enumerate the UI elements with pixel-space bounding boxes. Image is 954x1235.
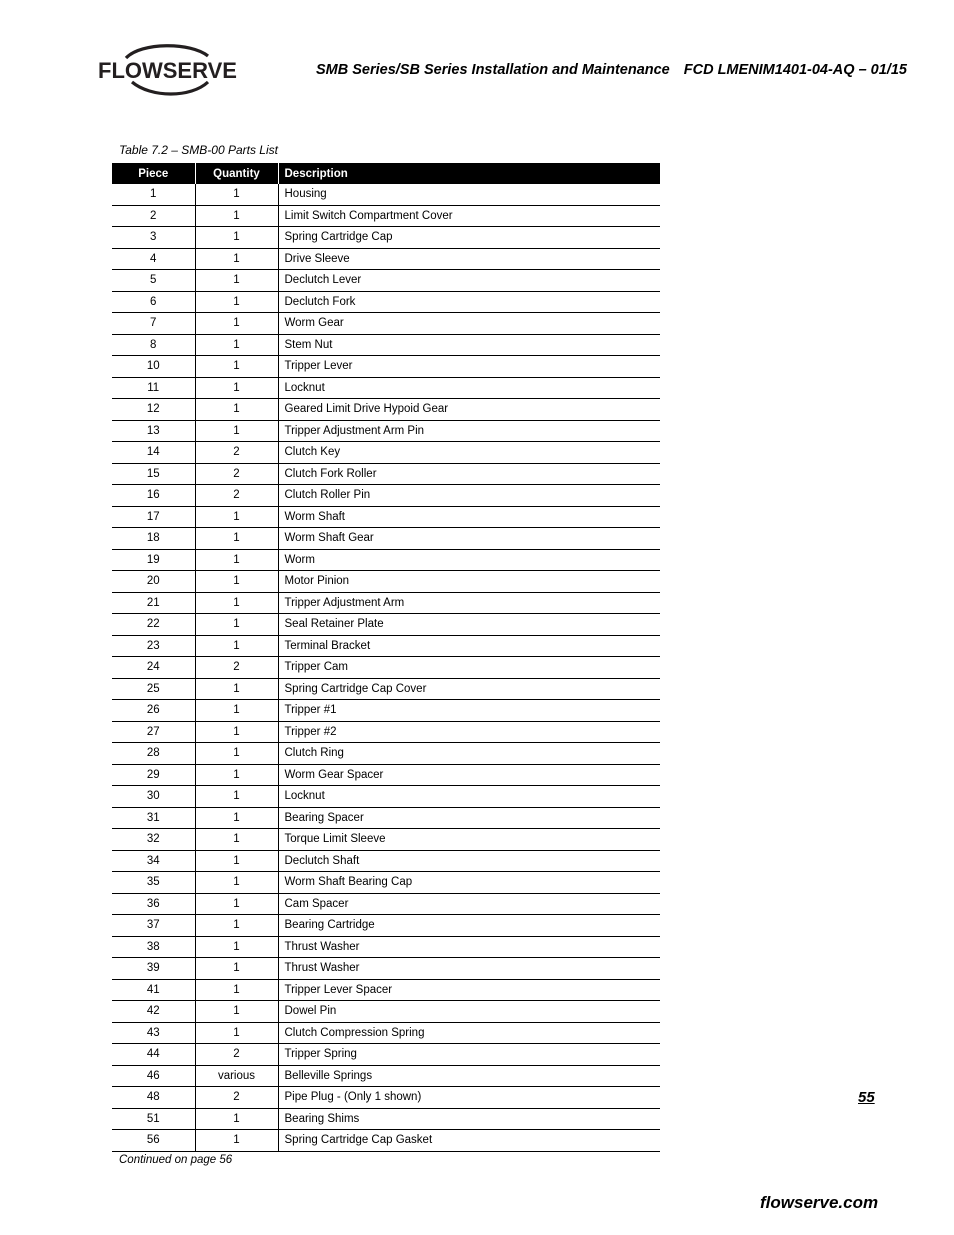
column-header-piece: Piece: [112, 163, 195, 184]
cell-description: Clutch Fork Roller: [278, 463, 660, 485]
table-row: [112, 184, 660, 205]
cell-quantity: 1: [195, 1022, 278, 1044]
cell-quantity: 1: [195, 872, 278, 894]
cell-description: Spring Cartridge Cap Gasket: [278, 1130, 660, 1152]
table-row: [112, 635, 660, 657]
table-row: [112, 506, 660, 528]
cell-piece: 29: [112, 764, 195, 786]
cell-description: Tripper Lever Spacer: [278, 979, 660, 1001]
table-header-row: [112, 163, 660, 184]
cell-piece: 14: [112, 442, 195, 464]
cell-description: Cam Spacer: [278, 893, 660, 915]
cell-description: Terminal Bracket: [278, 635, 660, 657]
table-row: [112, 399, 660, 421]
table-row: [112, 743, 660, 765]
cell-description: Seal Retainer Plate: [278, 614, 660, 636]
table-row: [112, 1044, 660, 1066]
page-number: 55: [858, 1089, 875, 1106]
cell-description: Limit Switch Compartment Cover: [278, 205, 660, 227]
cell-quantity: 1: [195, 270, 278, 292]
cell-piece: 24: [112, 657, 195, 679]
cell-quantity: 1: [195, 807, 278, 829]
cell-quantity: 2: [195, 463, 278, 485]
cell-description: Tripper #1: [278, 700, 660, 722]
cell-description: Tripper Adjustment Arm Pin: [278, 420, 660, 442]
cell-quantity: 1: [195, 227, 278, 249]
table-row: [112, 979, 660, 1001]
cell-quantity: 1: [195, 528, 278, 550]
cell-piece: 26: [112, 700, 195, 722]
cell-piece: 11: [112, 377, 195, 399]
cell-quantity: 1: [195, 829, 278, 851]
header-title-line: [316, 62, 907, 78]
cell-quantity: 1: [195, 915, 278, 937]
cell-quantity: 1: [195, 399, 278, 421]
table-row: [112, 313, 660, 335]
cell-quantity: 1: [195, 1108, 278, 1130]
cell-description: Clutch Compression Spring: [278, 1022, 660, 1044]
cell-piece: 44: [112, 1044, 195, 1066]
cell-description: Worm Shaft Gear: [278, 528, 660, 550]
brand-name: FLOWSERVE: [98, 58, 237, 83]
table-row: [112, 227, 660, 249]
table-row: [112, 377, 660, 399]
cell-quantity: 1: [195, 549, 278, 571]
document-code: FCD LMENIM1401-04-AQ – 01/15: [683, 62, 907, 78]
cell-description: Tripper Adjustment Arm: [278, 592, 660, 614]
table-row: [112, 893, 660, 915]
cell-piece: 5: [112, 270, 195, 292]
table-row: [112, 334, 660, 356]
cell-description: Housing: [278, 184, 660, 205]
cell-quantity: 1: [195, 356, 278, 378]
table-row: [112, 936, 660, 958]
cell-quantity: 1: [195, 678, 278, 700]
cell-quantity: 1: [195, 291, 278, 313]
table-row: [112, 549, 660, 571]
cell-quantity: 1: [195, 614, 278, 636]
cell-piece: 36: [112, 893, 195, 915]
cell-description: Torque Limit Sleeve: [278, 829, 660, 851]
cell-piece: 10: [112, 356, 195, 378]
table-row: [112, 657, 660, 679]
cell-description: Stem Nut: [278, 334, 660, 356]
cell-description: Clutch Key: [278, 442, 660, 464]
cell-description: Worm Gear Spacer: [278, 764, 660, 786]
cell-piece: 19: [112, 549, 195, 571]
cell-piece: 25: [112, 678, 195, 700]
cell-description: Locknut: [278, 377, 660, 399]
cell-description: Clutch Ring: [278, 743, 660, 765]
cell-description: Tripper #2: [278, 721, 660, 743]
table-row: [112, 786, 660, 808]
cell-piece: 22: [112, 614, 195, 636]
cell-description: Thrust Washer: [278, 958, 660, 980]
cell-quantity: 1: [195, 377, 278, 399]
cell-quantity: 1: [195, 979, 278, 1001]
cell-piece: 23: [112, 635, 195, 657]
cell-description: Tripper Cam: [278, 657, 660, 679]
cell-description: Tripper Spring: [278, 1044, 660, 1066]
cell-description: Worm: [278, 549, 660, 571]
cell-piece: 43: [112, 1022, 195, 1044]
table-row: [112, 850, 660, 872]
table-row: [112, 485, 660, 507]
table-row: [112, 463, 660, 485]
document-title: SMB Series/SB Series Installation and Maintenance: [316, 62, 670, 78]
cell-description: Geared Limit Drive Hypoid Gear: [278, 399, 660, 421]
table-row: [112, 571, 660, 593]
cell-piece: 41: [112, 979, 195, 1001]
cell-quantity: 2: [195, 1044, 278, 1066]
cell-piece: 48: [112, 1087, 195, 1109]
cell-quantity: 1: [195, 936, 278, 958]
cell-quantity: 1: [195, 506, 278, 528]
cell-quantity: 1: [195, 571, 278, 593]
cell-quantity: 1: [195, 786, 278, 808]
cell-quantity: 1: [195, 850, 278, 872]
cell-description: Clutch Roller Pin: [278, 485, 660, 507]
cell-piece: 17: [112, 506, 195, 528]
cell-description: Drive Sleeve: [278, 248, 660, 270]
cell-description: Belleville Springs: [278, 1065, 660, 1087]
cell-quantity: 1: [195, 313, 278, 335]
cell-piece: 21: [112, 592, 195, 614]
cell-description: Spring Cartridge Cap Cover: [278, 678, 660, 700]
table-row: [112, 829, 660, 851]
cell-piece: 46: [112, 1065, 195, 1087]
cell-description: Declutch Fork: [278, 291, 660, 313]
table-row: [112, 1130, 660, 1152]
cell-quantity: 2: [195, 442, 278, 464]
table-row: [112, 614, 660, 636]
cell-description: Worm Shaft Bearing Cap: [278, 872, 660, 894]
cell-description: Declutch Lever: [278, 270, 660, 292]
cell-description: Dowel Pin: [278, 1001, 660, 1023]
cell-piece: 16: [112, 485, 195, 507]
cell-quantity: 1: [195, 248, 278, 270]
cell-piece: 35: [112, 872, 195, 894]
cell-description: Locknut: [278, 786, 660, 808]
table-caption: Table 7.2 – SMB-00 Parts List: [119, 143, 278, 157]
cell-quantity: 1: [195, 592, 278, 614]
cell-quantity: 2: [195, 657, 278, 679]
table-row: [112, 1087, 660, 1109]
cell-quantity: 1: [195, 184, 278, 205]
cell-piece: 30: [112, 786, 195, 808]
table-row: [112, 592, 660, 614]
cell-quantity: 1: [195, 743, 278, 765]
table-row: [112, 1022, 660, 1044]
cell-quantity: 1: [195, 893, 278, 915]
cell-piece: 8: [112, 334, 195, 356]
table-row: [112, 678, 660, 700]
table-row: [112, 915, 660, 937]
cell-piece: 31: [112, 807, 195, 829]
continued-note: Continued on page 56: [119, 1154, 233, 1166]
cell-piece: 6: [112, 291, 195, 313]
cell-piece: 27: [112, 721, 195, 743]
cell-piece: 39: [112, 958, 195, 980]
table-row: [112, 356, 660, 378]
cell-piece: 37: [112, 915, 195, 937]
cell-piece: 56: [112, 1130, 195, 1152]
column-header-description: Description: [278, 163, 660, 184]
parts-list-table: [112, 163, 660, 1152]
cell-piece: 20: [112, 571, 195, 593]
cell-description: Tripper Lever: [278, 356, 660, 378]
cell-quantity: 2: [195, 1087, 278, 1109]
cell-quantity: 1: [195, 420, 278, 442]
table-row: [112, 420, 660, 442]
table-row: [112, 1065, 660, 1087]
cell-description: Bearing Spacer: [278, 807, 660, 829]
cell-quantity: 1: [195, 764, 278, 786]
cell-piece: 13: [112, 420, 195, 442]
cell-piece: 28: [112, 743, 195, 765]
cell-piece: 15: [112, 463, 195, 485]
cell-piece: 42: [112, 1001, 195, 1023]
table-row: [112, 248, 660, 270]
table-row: [112, 528, 660, 550]
cell-description: Motor Pinion: [278, 571, 660, 593]
footer-url: flowserve.com: [760, 1193, 879, 1212]
table-row: [112, 291, 660, 313]
cell-piece: 18: [112, 528, 195, 550]
table-row: [112, 958, 660, 980]
table-row: [112, 1001, 660, 1023]
parts-table-body: [112, 184, 660, 1151]
table-row: [112, 205, 660, 227]
column-header-quantity: Quantity: [195, 163, 278, 184]
table-row: [112, 764, 660, 786]
cell-quantity: 1: [195, 700, 278, 722]
cell-quantity: 1: [195, 721, 278, 743]
cell-description: Pipe Plug - (Only 1 shown): [278, 1087, 660, 1109]
cell-piece: 1: [112, 184, 195, 205]
cell-piece: 38: [112, 936, 195, 958]
cell-quantity: 1: [195, 958, 278, 980]
cell-piece: 7: [112, 313, 195, 335]
flowserve-logo: [96, 44, 236, 96]
cell-piece: 51: [112, 1108, 195, 1130]
cell-description: Declutch Shaft: [278, 850, 660, 872]
cell-description: Bearing Cartridge: [278, 915, 660, 937]
cell-piece: 2: [112, 205, 195, 227]
cell-description: Bearing Shims: [278, 1108, 660, 1130]
table-row: [112, 872, 660, 894]
table-row: [112, 700, 660, 722]
cell-piece: 4: [112, 248, 195, 270]
table-row: [112, 1108, 660, 1130]
cell-description: Worm Gear: [278, 313, 660, 335]
cell-quantity: 1: [195, 635, 278, 657]
table-row: [112, 807, 660, 829]
cell-quantity: 1: [195, 1001, 278, 1023]
table-row: [112, 721, 660, 743]
cell-piece: 12: [112, 399, 195, 421]
cell-quantity: various: [195, 1065, 278, 1087]
cell-description: Spring Cartridge Cap: [278, 227, 660, 249]
table-row: [112, 442, 660, 464]
cell-piece: 3: [112, 227, 195, 249]
cell-quantity: 1: [195, 1130, 278, 1152]
cell-quantity: 2: [195, 485, 278, 507]
cell-piece: 34: [112, 850, 195, 872]
cell-piece: 32: [112, 829, 195, 851]
cell-description: Worm Shaft: [278, 506, 660, 528]
table-row: [112, 270, 660, 292]
cell-quantity: 1: [195, 205, 278, 227]
cell-description: Thrust Washer: [278, 936, 660, 958]
cell-quantity: 1: [195, 334, 278, 356]
